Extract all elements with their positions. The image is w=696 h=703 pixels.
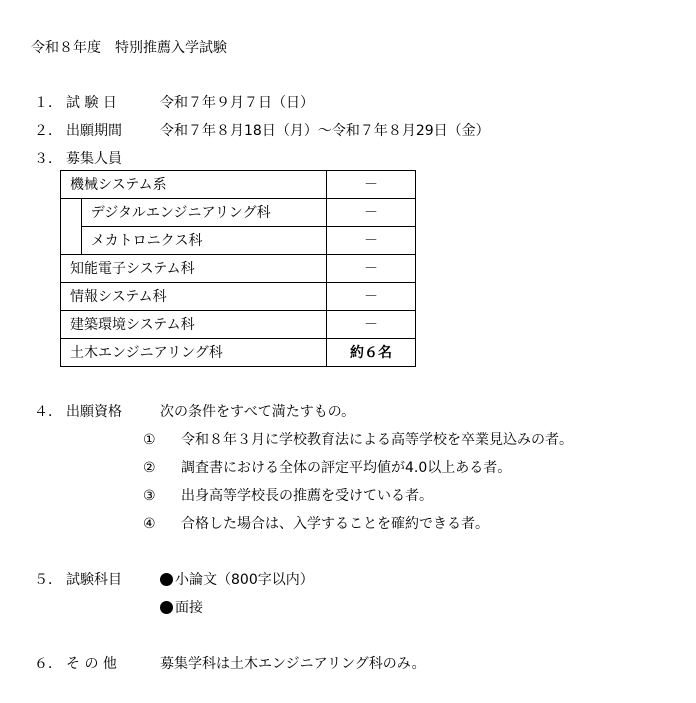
indent-cell: [61, 227, 82, 255]
department-name: 建築環境システム科: [61, 311, 327, 339]
exam-date-value: 令和７年９月７日（日）: [160, 95, 314, 111]
recruitment-count: －: [327, 311, 416, 339]
application-period-label: 出願期間: [66, 123, 122, 139]
department-name: デジタルエンジニアリング科: [81, 199, 326, 227]
recruitment-count: －: [327, 171, 416, 199]
recruitment-label: 募集人員: [66, 151, 122, 167]
table-row: [61, 255, 416, 283]
exam-date-label: 試 験 日: [66, 95, 117, 111]
section-number: ２．: [34, 123, 62, 139]
section-number: ４．: [34, 404, 62, 420]
other-value: 募集学科は土木エンジニアリング科のみ。: [160, 656, 426, 672]
recruitment-table: [60, 170, 416, 367]
department-name: 知能電子システム科: [61, 255, 327, 283]
item-mark: ②: [143, 460, 156, 476]
eligibility-item: 合格した場合は、入学することを確約できる者。: [181, 516, 489, 532]
department-name: 土木エンジニアリング科: [61, 339, 327, 367]
eligibility-label: 出願資格: [66, 404, 122, 420]
subject-item: [160, 571, 314, 589]
recruitment-count: －: [327, 227, 416, 255]
indent-cell: [61, 199, 82, 227]
recruitment-count: 約６名: [327, 339, 416, 367]
section-number: ６．: [34, 656, 62, 672]
table-row: [61, 227, 416, 255]
table-row: [61, 339, 416, 367]
eligibility-item: 出身高等学校長の推薦を受けている者。: [181, 488, 433, 504]
section-number: ３．: [34, 151, 62, 167]
item-mark: ①: [143, 432, 156, 448]
table-row: [61, 171, 416, 199]
table-row: [61, 311, 416, 339]
item-mark: ④: [143, 516, 156, 532]
department-name: 機械システム系: [61, 171, 327, 199]
department-name: メカトロニクス科: [81, 227, 326, 255]
recruitment-count: －: [327, 199, 416, 227]
table-row: [61, 199, 416, 227]
document-title: 令和８年度 特別推薦入学試験: [31, 40, 227, 56]
other-label: そ の 他: [66, 656, 117, 672]
eligibility-item: 令和８年３月に学校教育法による高等学校を卒業見込みの者。: [181, 432, 573, 448]
eligibility-item: 調査書における全体の評定平均値が4.0以上ある者。: [181, 460, 512, 476]
recruitment-count: －: [327, 255, 416, 283]
section-number: １．: [34, 95, 62, 111]
subject-text: 面接: [175, 600, 203, 616]
item-mark: ③: [143, 488, 156, 504]
application-period-value: 令和７年８月18日（月）～令和７年８月29日（金）: [160, 123, 490, 139]
recruitment-count: －: [327, 283, 416, 311]
bullet-icon: [160, 573, 173, 586]
bullet-icon: [160, 601, 173, 614]
table-row: [61, 283, 416, 311]
subjects-label: 試験科目: [66, 572, 122, 588]
department-name: 情報システム科: [61, 283, 327, 311]
section-number: ５．: [34, 572, 62, 588]
subject-text: 小論文（800字以内）: [175, 572, 314, 588]
subject-item: [160, 599, 203, 617]
eligibility-intro: 次の条件をすべて満たすもの。: [160, 404, 356, 420]
